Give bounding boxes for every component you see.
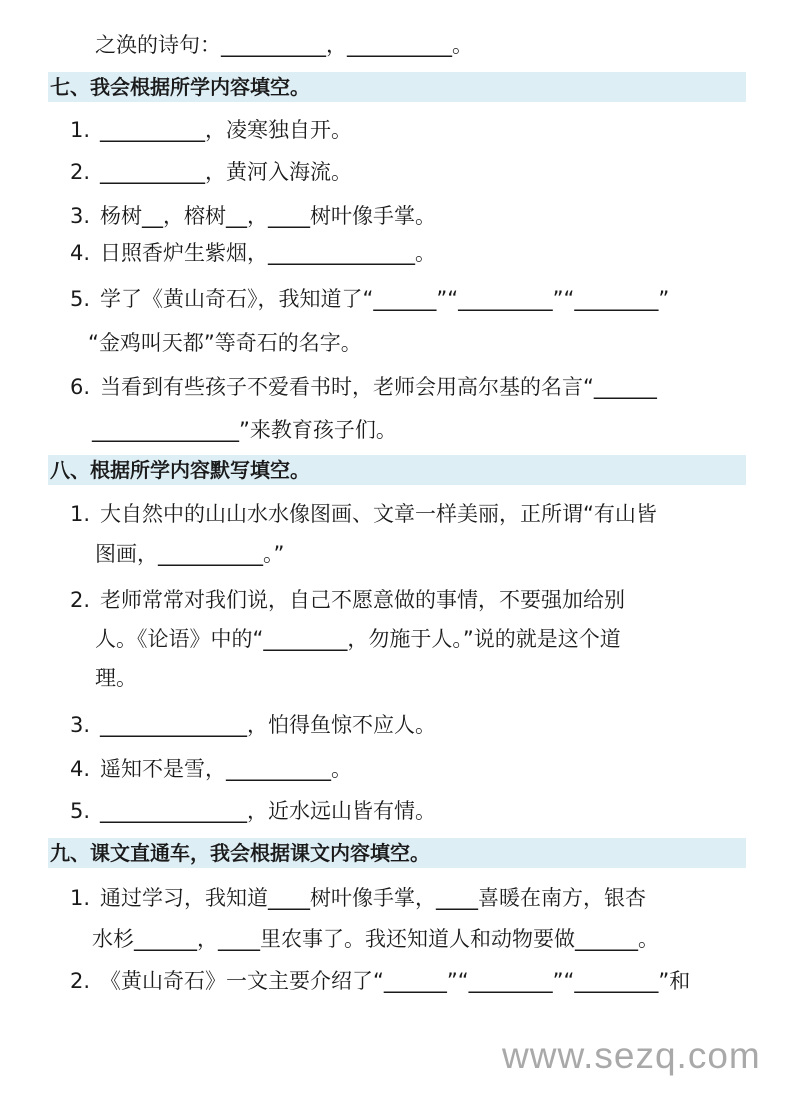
question-number: 1. bbox=[70, 502, 91, 526]
section-title-8: 八、根据所学内容默写填空。 bbox=[48, 455, 746, 485]
question-text: 遥知不是雪，__________。 bbox=[100, 757, 352, 781]
question-8-1-cont: 图画，__________。” bbox=[95, 542, 285, 566]
question-8-4 bbox=[70, 754, 352, 784]
question-8-3 bbox=[70, 710, 436, 740]
question-number: 2. bbox=[70, 969, 91, 993]
question-8-1 bbox=[70, 499, 657, 529]
question-text: 杨树__，榕树__，____树叶像手掌。 bbox=[100, 204, 436, 228]
question-text: 当看到有些孩子不爱看书时，老师会用高尔基的名言“______ bbox=[100, 375, 657, 399]
question-number: 4. bbox=[70, 241, 91, 265]
question-number: 4. bbox=[70, 757, 91, 781]
question-9-2 bbox=[70, 966, 690, 996]
question-7-5-cont: “金鸡叫天都”等奇石的名字。 bbox=[88, 331, 362, 355]
question-number: 5. bbox=[70, 287, 91, 311]
question-9-1 bbox=[70, 883, 646, 913]
question-9-1-cont: 水杉______，____里农事了。我还知道人和动物要做______。 bbox=[92, 927, 659, 951]
question-text: 通过学习，我知道____树叶像手掌，____喜暖在南方，银杏 bbox=[100, 886, 646, 910]
question-7-5 bbox=[70, 284, 669, 314]
question-text: __________，黄河入海流。 bbox=[100, 160, 352, 184]
question-text: 《黄山奇石》一文主要介绍了“______”“________”“________”和 bbox=[100, 969, 691, 993]
section-title-7: 七、我会根据所学内容填空。 bbox=[48, 72, 746, 102]
question-number: 2. bbox=[70, 588, 91, 612]
question-text: 日照香炉生紫烟，______________。 bbox=[100, 241, 436, 265]
question-8-2 bbox=[70, 585, 625, 615]
question-7-4 bbox=[70, 238, 436, 268]
question-8-2-cont2: 理。 bbox=[95, 666, 137, 690]
question-7-6-cont: ______________”来教育孩子们。 bbox=[92, 418, 397, 442]
question-number: 2. bbox=[70, 160, 91, 184]
question-text: 大自然中的山山水水像图画、文章一样美丽，正所谓“有山皆 bbox=[100, 502, 657, 526]
question-number: 1. bbox=[70, 886, 91, 910]
question-7-2 bbox=[70, 157, 352, 187]
question-7-3 bbox=[70, 201, 436, 231]
question-number: 3. bbox=[70, 204, 91, 228]
question-text: __________，凌寒独自开。 bbox=[100, 118, 352, 142]
question-8-5 bbox=[70, 796, 436, 826]
question-number: 1. bbox=[70, 118, 91, 142]
question-text: 学了《黄山奇石》，我知道了“______”“_________”“________” bbox=[100, 287, 670, 311]
question-7-6 bbox=[70, 372, 657, 402]
question-text: ______________，近水远山皆有情。 bbox=[100, 799, 436, 823]
question-text: 老师常常对我们说，自己不愿意做的事情，不要强加给别 bbox=[100, 588, 625, 612]
question-number: 6. bbox=[70, 375, 91, 399]
question-7-1 bbox=[70, 115, 352, 145]
question-text: ______________，怕得鱼惊不应人。 bbox=[100, 713, 436, 737]
question-number: 3. bbox=[70, 713, 91, 737]
section-title-9: 九、课文直通车，我会根据课文内容填空。 bbox=[48, 838, 746, 868]
continued-text: 之涣的诗句：__________，__________。 bbox=[95, 33, 473, 57]
question-number: 5. bbox=[70, 799, 91, 823]
question-8-2-cont: 人。《论语》中的“________，勿施于人。”说的就是这个道 bbox=[95, 627, 621, 651]
site-watermark: www.sezq.com bbox=[502, 1035, 761, 1076]
